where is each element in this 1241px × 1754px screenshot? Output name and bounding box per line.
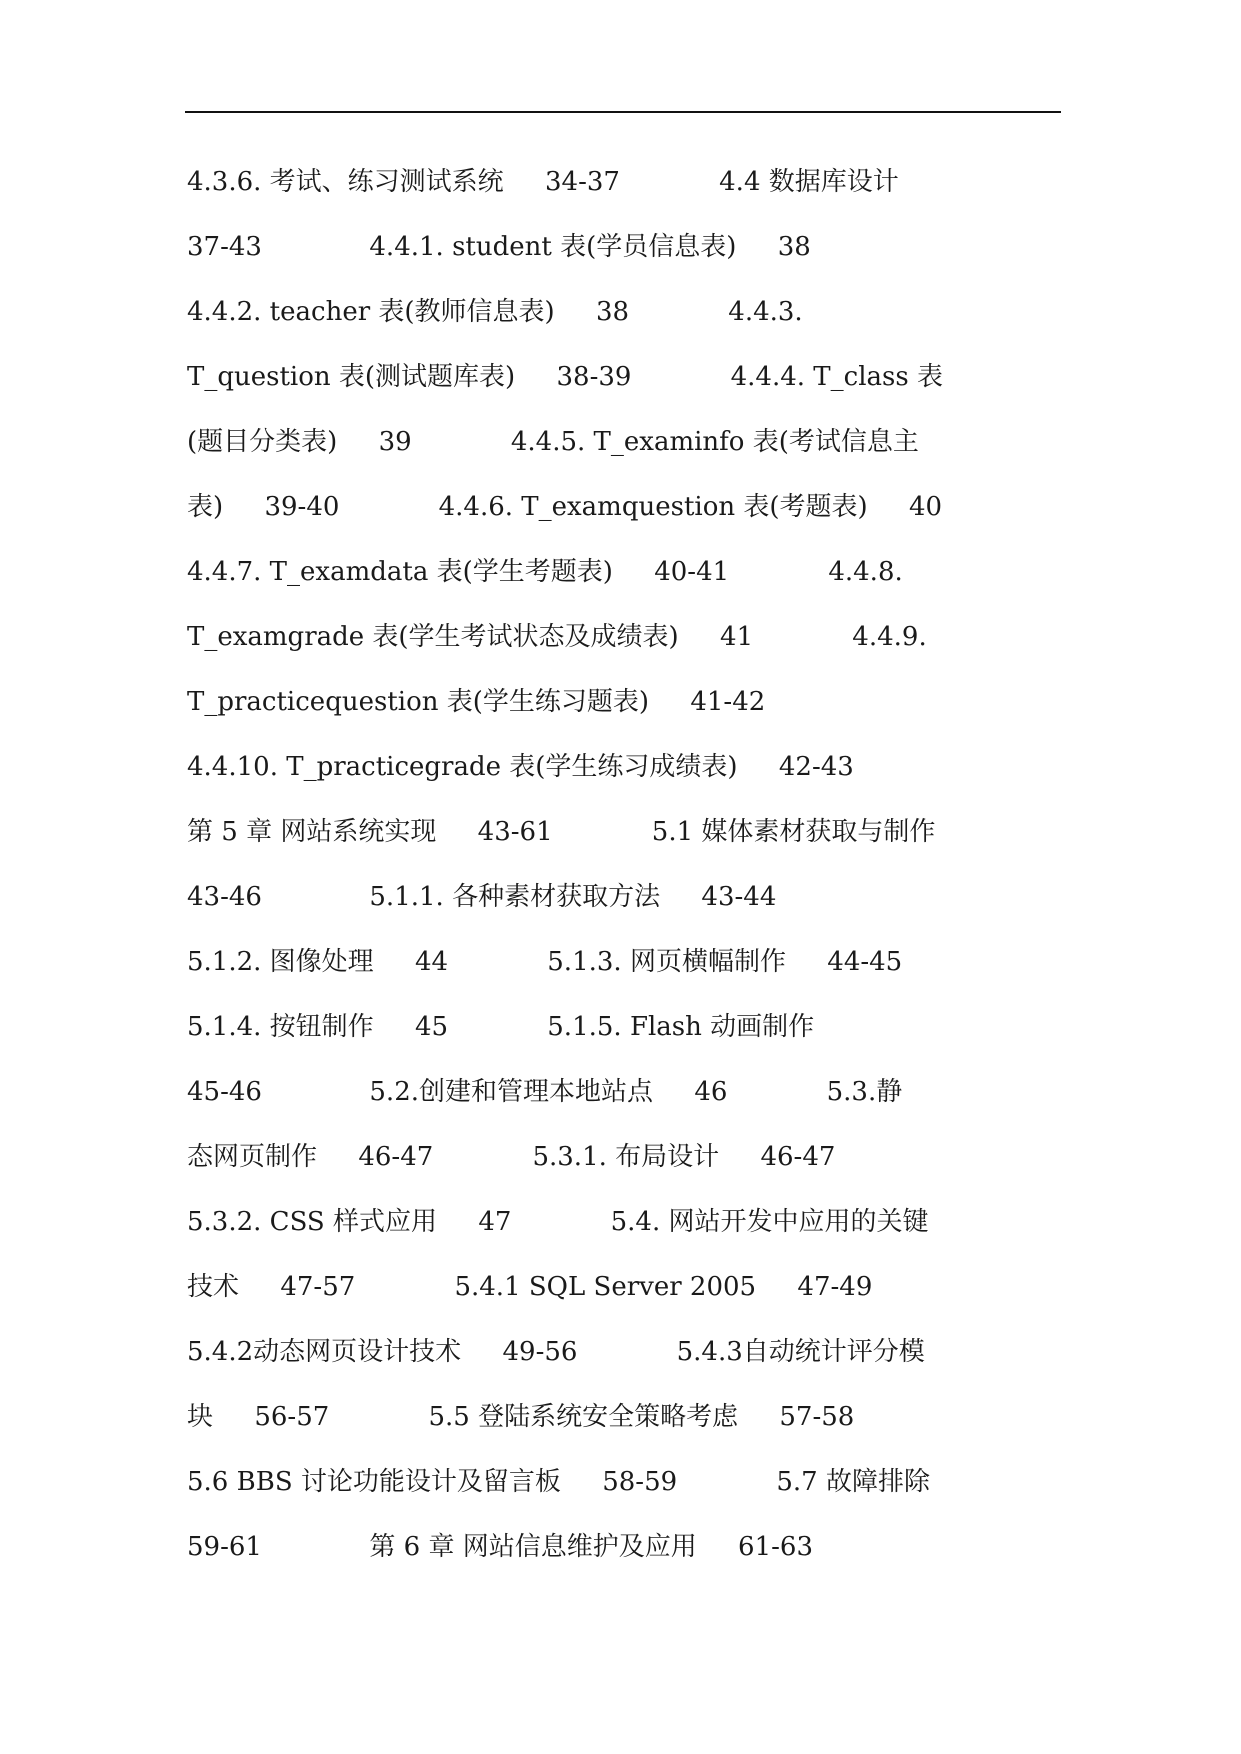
toc-line: 4.4.2. teacher 表(教师信息表) 38 4.4.3. bbox=[187, 297, 803, 327]
toc-line: 技术 47-57 5.4.1 SQL Server 2005 47-49 bbox=[187, 1272, 873, 1302]
toc-line: T_practicequestion 表(学生练习题表) 41-42 bbox=[187, 687, 766, 717]
toc-line: 块 56-57 5.5 登陆系统安全策略考虑 57-58 bbox=[187, 1402, 855, 1432]
toc-line: 4.4.7. T_examdata 表(学生考题表) 40-41 4.4.8. bbox=[187, 557, 903, 587]
toc-line: 43-46 5.1.1. 各种素材获取方法 43-44 bbox=[187, 882, 777, 912]
toc-line: 45-46 5.2.创建和管理本地站点 46 5.3.静 bbox=[187, 1077, 903, 1107]
toc-line: 5.6 BBS 讨论功能设计及留言板 58-59 5.7 故障排除 bbox=[187, 1467, 930, 1497]
toc-line: T_question 表(测试题库表) 38-39 4.4.4. T_class 表 bbox=[187, 362, 943, 392]
toc-line: 59-61 第 6 章 网站信息维护及应用 61-63 bbox=[187, 1532, 814, 1562]
toc-line: 4.4.10. T_practicegrade 表(学生练习成绩表) 42-43 bbox=[187, 752, 854, 782]
toc-line: 5.1.2. 图像处理 44 5.1.3. 网页横幅制作 44-45 bbox=[187, 947, 903, 977]
table-of-contents bbox=[187, 162, 1067, 1592]
toc-line: 5.1.4. 按钮制作 45 5.1.5. Flash 动画制作 bbox=[187, 1012, 815, 1042]
header-rule bbox=[185, 111, 1061, 113]
toc-line: 表) 39-40 4.4.6. T_examquestion 表(考题表) 40 bbox=[187, 492, 943, 522]
toc-line: 5.4.2动态网页设计技术 49-56 5.4.3自动统计评分模 bbox=[187, 1337, 925, 1367]
toc-line: (题目分类表) 39 4.4.5. T_examinfo 表(考试信息主 bbox=[187, 427, 919, 457]
toc-line: T_examgrade 表(学生考试状态及成绩表) 41 4.4.9. bbox=[187, 622, 927, 652]
toc-line: 第 5 章 网站系统实现 43-61 5.1 媒体素材获取与制作 bbox=[187, 817, 936, 847]
toc-line: 态网页制作 46-47 5.3.1. 布局设计 46-47 bbox=[187, 1142, 836, 1172]
toc-line: 4.3.6. 考试、练习测试系统 34-37 4.4 数据库设计 bbox=[187, 167, 899, 197]
toc-line: 37-43 4.4.1. student 表(学员信息表) 38 bbox=[187, 232, 811, 262]
toc-line: 5.3.2. CSS 样式应用 47 5.4. 网站开发中应用的关键 bbox=[187, 1207, 929, 1237]
